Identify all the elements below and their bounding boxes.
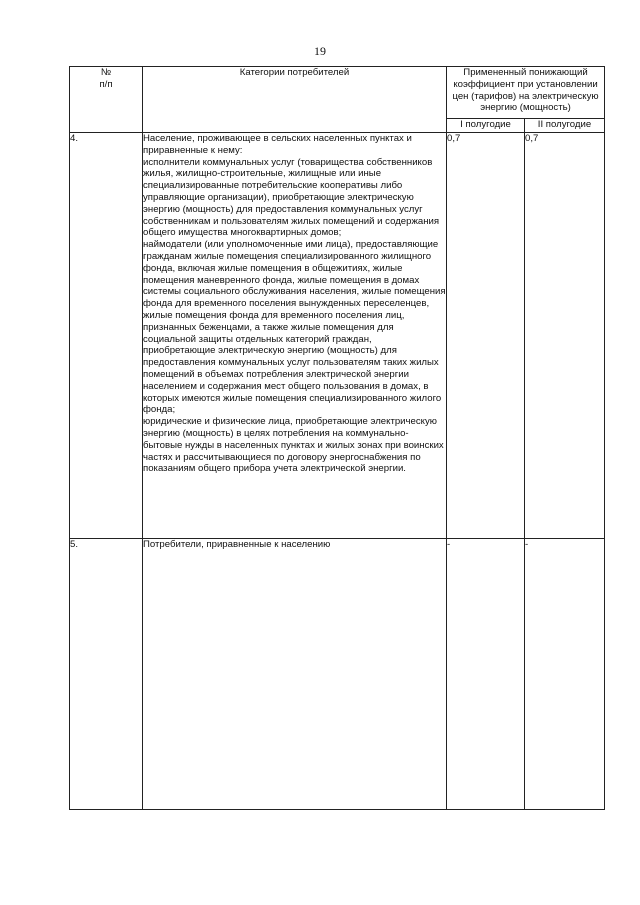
header-half1: I полугодие <box>447 118 525 132</box>
header-number <box>70 67 143 133</box>
row-number: 4. <box>70 133 143 539</box>
row-half2-value: - <box>525 539 605 810</box>
table-header-row <box>70 67 605 119</box>
tariff-coefficient-table <box>69 66 605 810</box>
header-half2: II полугодие <box>525 118 605 132</box>
header-number-label: № п/п <box>99 67 113 90</box>
row-half1-value: 0,7 <box>447 133 525 539</box>
header-coefficient: Примененный понижающий коэффициент при установлении цен (тарифов) на электрическую энергию (мощность) <box>447 67 605 119</box>
category-paragraph: Потребители, приравненные к населению <box>143 539 331 550</box>
row-half2-value: 0,7 <box>525 133 605 539</box>
row-number: 5. <box>70 539 143 810</box>
page-number: 19 <box>314 44 326 58</box>
category-paragraph: наймодатели (или уполномоченные ими лица), предоставляющие гражданам жилые помещения специализированного жилищного фонда, включая жилые помещения в общежитиях, жилые помещения маневренного фонда, жилые помещения в домах системы социального обслуживания населения, жилые помещения фонда для временного поселения вынужденных переселенцев, жилые помещения фонда для временного поселения лиц, признанных беженцами, а также жилые помещения для социальной защиты отдельных категорий граждан, приобретающие электрическую энергию (мощность) для предоставления коммунальных услуг пользователям таких жилых помещений в объемах потребления электрической энергии населением и содержания мест общего пользования в домах, в которых имеются жилые помещения специализированного жилого фонда; <box>143 239 446 416</box>
row-half1-value: - <box>447 539 525 810</box>
category-paragraph: исполнители коммунальных услуг (товарищества собственников жилья, жилищно-строительные, жилищные или иные специализированные потребительские кооперативы либо управляющие организации), приобретающие электрическую энергию (мощность) для предоставления коммунальных услуг собственникам и пользователям жилых помещений и содержания общего имущества многоквартирных домов; <box>143 156 440 239</box>
row-category <box>143 133 447 539</box>
table-row <box>70 539 605 810</box>
category-paragraph: юридические и физические лица, приобретающие электрическую энергию (мощность) в целях потребления на коммунально-бытовые нужды в населенных пунктах и жилых зонах при воинских частях и рассчитывающиеся по договору энергоснабжения по показаниям общего прибора учета электрической энергии. <box>143 416 444 475</box>
row-category <box>143 539 447 810</box>
table-row <box>70 133 605 539</box>
category-paragraph: Население, проживающее в сельских населенных пунктах и приравненные к нему: <box>143 133 412 156</box>
header-category: Категории потребителей <box>143 67 447 133</box>
